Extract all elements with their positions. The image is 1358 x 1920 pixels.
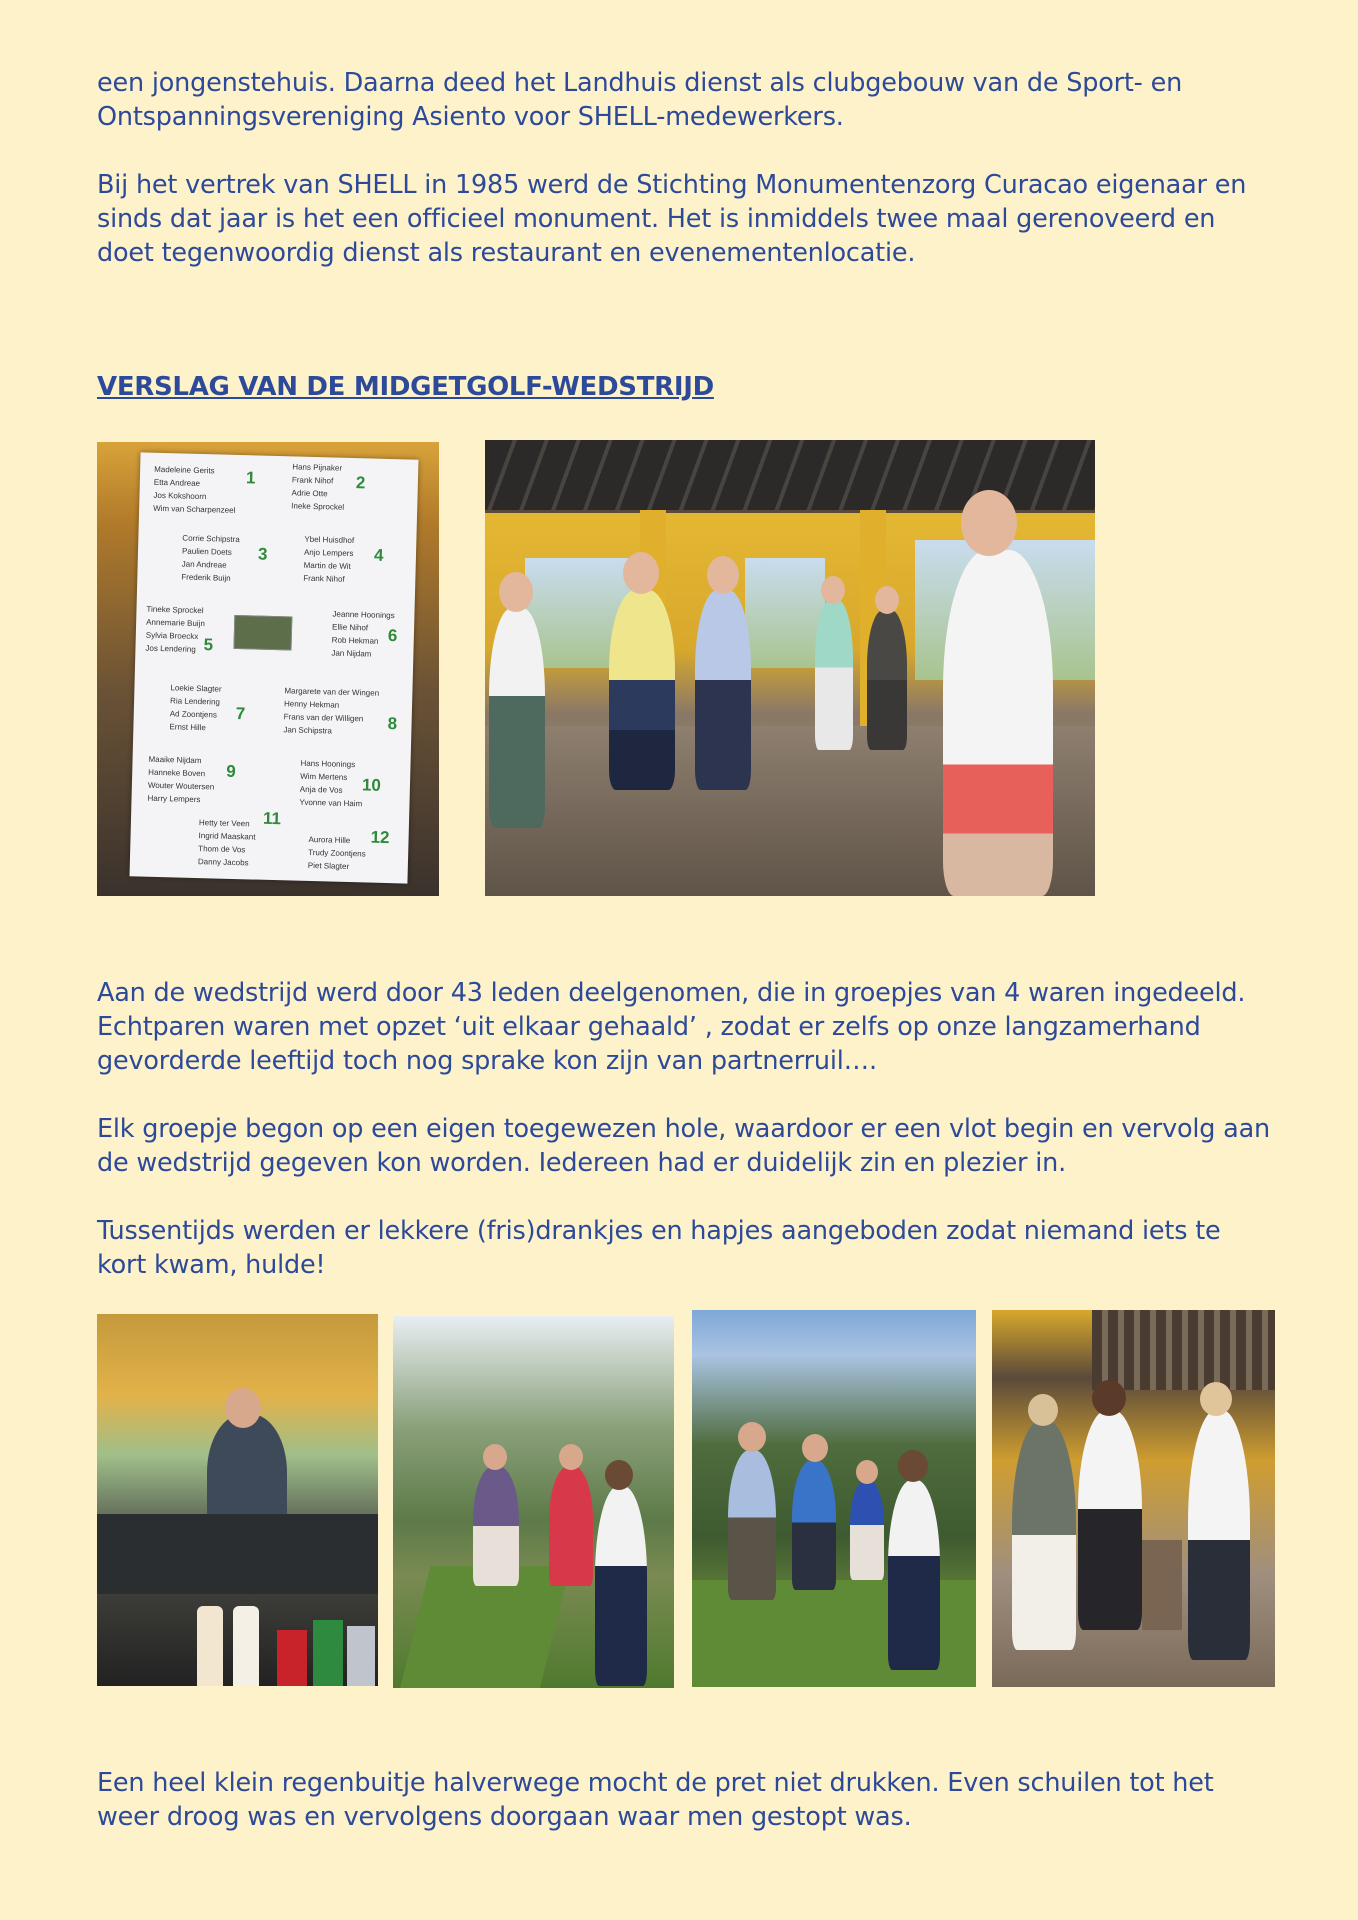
group-list-board (129, 452, 418, 883)
group-9: Maaike Nijdam Hanneke Boven Wouter Woutersen Harry Lempers 9 (147, 754, 236, 805)
group-5: Tineke Sprockel Annemarie Buijn Sylvia Broeckx Jos Lendering 5 (145, 604, 214, 655)
group-7: Loekie Slagter Ria Lendering Ad Zoontjens Ernst Hille 7 (169, 683, 246, 733)
photo-snacks-served (992, 1310, 1275, 1687)
report-paragraph-3: Tussentijds werden er lekkere (fris)drankjes en hapjes aangeboden zodat niemand iets te kort kwam, hulde! (97, 1216, 1221, 1280)
group-8: Margarete van der Wingen Henny Hekman Frans van der Willigen Jan Schipstra 8 (283, 686, 398, 736)
group-12: Aurora Hille Trudy Zoontjens Piet Slagter 12 (307, 827, 390, 872)
report-paragraph-4: Een heel klein regenbuitje halverwege mocht de pret niet drukken. Even schuilen tot het weer droog was en vervolgens doorgaan waar men gestopt was. (97, 1768, 1214, 1832)
photo-group-board (97, 442, 439, 896)
group-11: Hetty ter Veen Ingrid Maaskant Thom de Vos Danny Jacobs 11 (197, 808, 282, 868)
group-2: Hans Pijnaker Frank Nihof Adrie Otte Ineke Sprockel 2 (291, 462, 366, 512)
group-4: Ybel Huisdhof Anjo Lempers Martin de Wit Frank Nihof 4 (303, 534, 384, 584)
intro-paragraph-1: een jongenstehuis. Daarna deed het Landhuis dienst als clubgebouw van de Sport- en Ontspanningsvereniging Asiento voor SHELL-medewerkers. (97, 68, 1183, 132)
report-paragraph-2: Elk groepje begon op een eigen toegewezen hole, waardoor er een vlot begin en vervolg aan de wedstrijd gegeven kon worden. Iedereen had er duidelijk zin en plezier in. (97, 1114, 1270, 1178)
photo-speech (485, 440, 1095, 896)
group-10: Hans Hoonings Wim Mertens Anja de Vos Yvonne van Haim 10 (299, 758, 382, 809)
group-6: Jeanne Hoonings Ellie Nihof Rob Hekman Jan Nijdam 6 (331, 609, 398, 659)
intro-paragraph-2: Bij het vertrek van SHELL in 1985 werd de Stichting Monumentenzorg Curacao eigenaar en sinds dat jaar is het een officieel monument. Het is inmiddels twee maal gerenoveerd en doet tegenwoordig dienst als restaurant en evenementenlocatie. (97, 170, 1247, 268)
photo-putting-1 (393, 1316, 674, 1688)
section-heading: VERSLAG VAN DE MIDGETGOLF-WEDSTRIJD (97, 372, 714, 402)
report-paragraph-1: Aan de wedstrijd werd door 43 leden deelgenomen, die in groepjes van 4 waren ingedeeld. Echtparen waren met opzet ‘uit elkaar gehaald’ , zodat er zelfs op onze langzamerhand gevorderde leeftijd toch nog sprake kon zijn van partnerruil…. (97, 978, 1246, 1076)
group-1: Madeleine Gerits Etta Andreae Jos Kokshoorn Wim van Scharpenzeel 1 (153, 464, 256, 515)
course-map-image (233, 615, 292, 651)
photo-drinks-bar (97, 1314, 378, 1686)
photo-putting-2 (692, 1310, 976, 1687)
group-3: Corrie Schipstra Paulien Doets Jan Andreae Frederik Buijn 3 (181, 533, 268, 583)
